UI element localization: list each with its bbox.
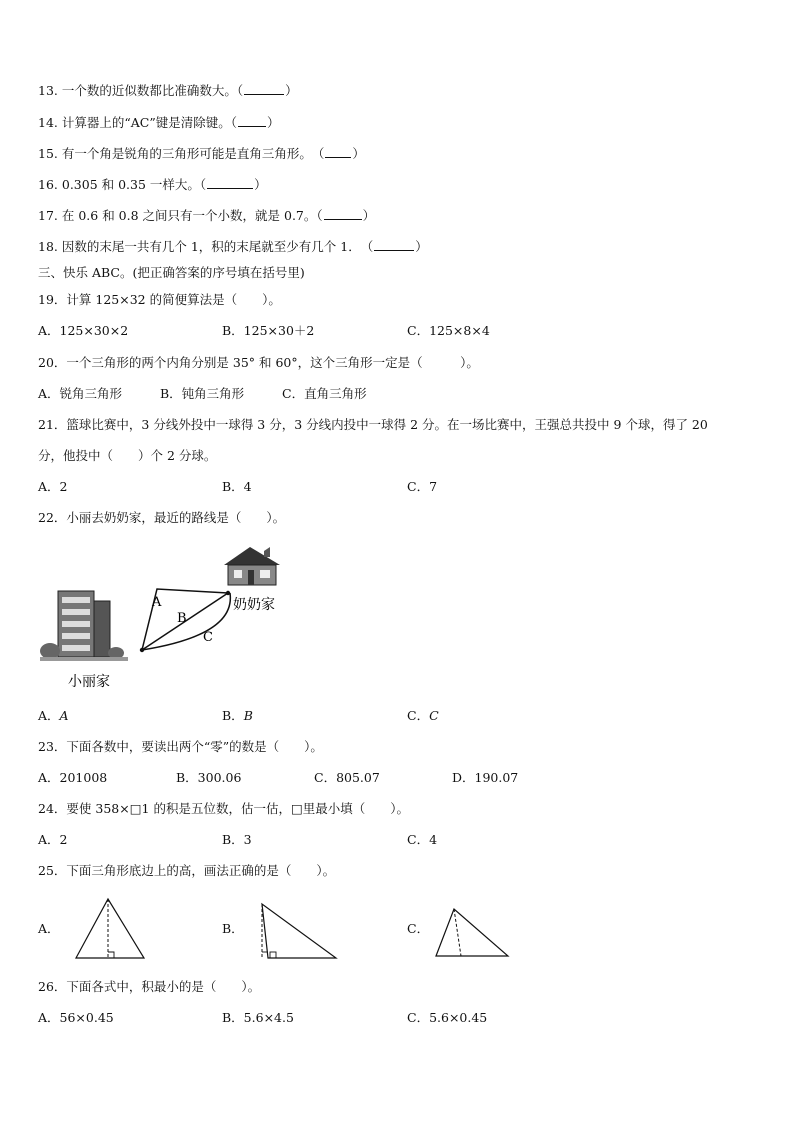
option-c[interactable]: C．125×8×4 bbox=[407, 323, 490, 338]
bracket-close: ） bbox=[285, 83, 298, 98]
question-15 bbox=[38, 146, 365, 162]
question-25-stem: 25．下面三角形底边上的高，画法正确的是（ ）。 bbox=[38, 863, 336, 878]
question-number: 15. bbox=[38, 146, 58, 161]
route-label-c: C bbox=[203, 630, 213, 645]
question-17 bbox=[38, 208, 375, 224]
option-a[interactable]: A．2 bbox=[38, 479, 68, 494]
question-14 bbox=[38, 115, 280, 131]
option-a[interactable]: A． bbox=[38, 921, 60, 936]
question-13 bbox=[38, 83, 298, 99]
question-text: 计算器上的“AC”键是清除键。（ bbox=[61, 115, 237, 130]
question-23-stem: 23．下面各数中，要读出两个“零”的数是（ ）。 bbox=[38, 739, 323, 754]
route-label-a: A bbox=[152, 595, 162, 610]
option-b[interactable]: B．钝角三角形 bbox=[160, 386, 245, 401]
bracket-close: ） bbox=[362, 208, 376, 223]
label-grandma-home: 奶奶家 bbox=[233, 597, 275, 613]
option-value: B bbox=[243, 708, 253, 723]
option-a[interactable]: A．2 bbox=[38, 832, 68, 847]
route-label-b: B bbox=[177, 611, 187, 626]
option-c[interactable] bbox=[407, 708, 439, 724]
question-19-stem: 19．计算 125×32 的简便算法是（ ）。 bbox=[38, 292, 281, 307]
triangle-c-figure bbox=[434, 906, 510, 958]
label-xiaoli-home: 小丽家 bbox=[68, 674, 110, 690]
option-d[interactable]: D．190.07 bbox=[452, 770, 519, 785]
question-21-stem-line2: 分，他投中（ ）个 2 分球。 bbox=[38, 448, 217, 463]
option-b[interactable]: B．4 bbox=[222, 479, 252, 494]
option-a[interactable] bbox=[38, 708, 69, 724]
option-b[interactable]: B． bbox=[222, 921, 244, 936]
option-a[interactable]: A．125×30×2 bbox=[38, 323, 129, 338]
answer-blank[interactable] bbox=[244, 83, 284, 95]
question-number: 13. bbox=[38, 83, 58, 98]
question-21-stem-line1: 21．篮球比赛中，3 分线外投中一球得 3 分，3 分线内投中一球得 2 分。在一场比赛中，王强总共投中 9 个球，得了 20 bbox=[38, 417, 708, 432]
answer-blank[interactable] bbox=[325, 146, 351, 158]
option-a[interactable]: A．201008 bbox=[38, 770, 108, 785]
option-b[interactable]: B．125×30＋2 bbox=[222, 323, 315, 338]
option-c[interactable]: C．7 bbox=[407, 479, 438, 494]
option-c[interactable]: C． bbox=[407, 921, 430, 936]
question-text: 在 0.6 和 0.8 之间只有一个小数，就是 0.7。（ bbox=[61, 208, 323, 223]
answer-blank[interactable] bbox=[324, 208, 362, 220]
option-value: A bbox=[59, 708, 69, 723]
answer-blank[interactable] bbox=[207, 177, 253, 189]
section-title: 三、快乐 ABC。(把正确答案的序号填在括号里) bbox=[38, 265, 305, 280]
option-b[interactable] bbox=[222, 708, 253, 724]
bracket-close: ） bbox=[254, 177, 267, 192]
question-24-stem: 24．要使 358×□1 的积是五位数，估一估，□里最小填（ ）。 bbox=[38, 801, 410, 816]
option-a[interactable]: A．56×0.45 bbox=[38, 1010, 114, 1025]
question-text: 一个数的近似数都比准确数大。（ bbox=[61, 83, 244, 98]
option-c[interactable]: C．直角三角形 bbox=[282, 386, 367, 401]
question-26-stem: 26．下面各式中，积最小的是（ ）。 bbox=[38, 979, 261, 994]
option-b[interactable]: B．300.06 bbox=[176, 770, 242, 785]
question-number: 18. bbox=[38, 239, 58, 254]
question-18 bbox=[38, 239, 428, 255]
xiaoli-home-building-icon bbox=[40, 591, 128, 661]
question-number: 17. bbox=[38, 208, 58, 223]
option-prefix: C． bbox=[407, 708, 430, 723]
option-b[interactable]: B．3 bbox=[222, 832, 252, 847]
grandma-house-icon bbox=[224, 547, 280, 585]
option-c[interactable]: C．4 bbox=[407, 832, 438, 847]
question-16 bbox=[38, 177, 267, 193]
question-20-stem: 20．一个三角形的两个内角分别是 35° 和 60°，这个三角形一定是（ ）。 bbox=[38, 355, 479, 370]
option-prefix: B． bbox=[222, 708, 244, 723]
option-b[interactable]: B．5.6×4.5 bbox=[222, 1010, 294, 1025]
triangle-a-figure bbox=[74, 896, 146, 960]
question-text: 0.305 和 0.35 一样大。（ bbox=[61, 177, 207, 192]
route-map-figure bbox=[36, 543, 296, 693]
bracket-close: ） bbox=[352, 146, 365, 161]
question-number: 14. bbox=[38, 115, 58, 130]
answer-blank[interactable] bbox=[238, 115, 266, 127]
question-number: 16. bbox=[38, 177, 58, 192]
option-c[interactable]: C．5.6×0.45 bbox=[407, 1010, 488, 1025]
triangle-b-figure bbox=[258, 902, 338, 960]
bracket-close: ） bbox=[415, 239, 428, 254]
question-text: 有一个角是锐角的三角形可能是直角三角形。 （ bbox=[61, 146, 325, 161]
option-a[interactable]: A．锐角三角形 bbox=[38, 386, 123, 401]
question-text: 因数的末尾一共有几个 1，积的末尾就至少有几个 1． （ bbox=[61, 239, 374, 254]
bracket-close: ） bbox=[267, 115, 280, 130]
option-c[interactable]: C．805.07 bbox=[314, 770, 380, 785]
option-prefix: A． bbox=[38, 708, 60, 723]
option-value: C bbox=[429, 708, 439, 723]
answer-blank[interactable] bbox=[374, 239, 414, 251]
question-22-stem: 22．小丽去奶奶家，最近的路线是（ ）。 bbox=[38, 510, 286, 525]
